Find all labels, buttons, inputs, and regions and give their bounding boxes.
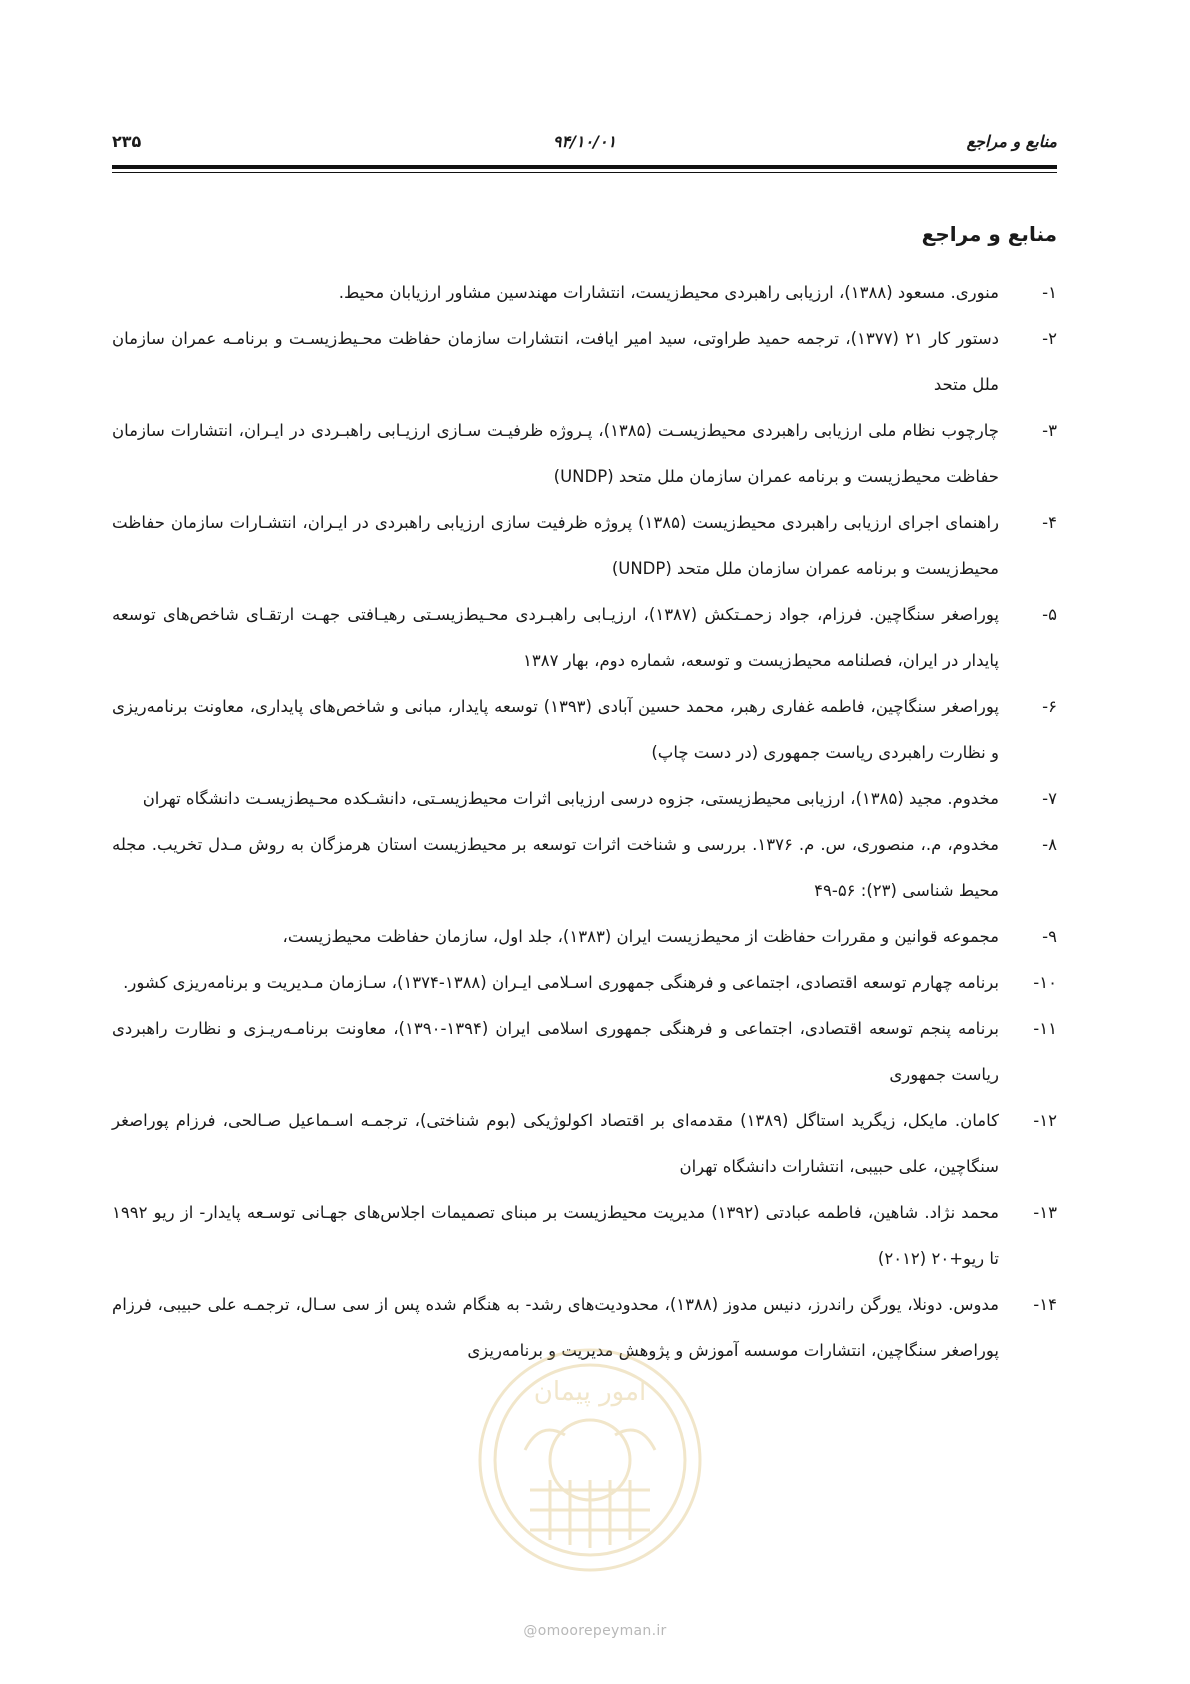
reference-number: ۱۴- <box>1033 1295 1057 1314</box>
reference-item <box>112 316 1057 408</box>
watermark-url-text: omoorepeyman.ir <box>537 1623 667 1639</box>
reference-item <box>112 822 1057 914</box>
reference-text: چارچوب نظام ملی ارزیابی راهبردی محیط‌زیسـت (۱۳۸۵)، پـروژه ظرفیـت سـازی ارزیـابی راهبـردی در ایـران، انتشارات سازمان حفاظت محیط‌زیست و برنامه عمران سازمان ملل متحد (UNDP) <box>112 421 1000 486</box>
reference-number: ۶- <box>1042 697 1057 716</box>
reference-text: کامان. مایکل، زیگرید استاگل (۱۳۸۹) مقدمه‌ای بر اقتصاد اکولوژیکی (بوم شناختی)، ترجمـه اسـماعیل صـالحی، فرزام پوراصغر سنگاچین، علی حبیبی، انتشارات دانشگاه تهران <box>112 1111 999 1176</box>
reference-list <box>112 270 1057 1374</box>
reference-item <box>112 684 1057 776</box>
reference-text: پوراصغر سنگاچین. فرزام، جواد زحمـتکش (۱۳۸۷)، ارزیـابی راهبـردی محـیط‌زیسـتی رهیـافتی جهـت ارتقـای شاخص‌های توسعه پایدار در ایران، فصلنامه محیط‌زیست و توسعه، شماره دوم، بهار ۱۳۸۷ <box>112 605 999 670</box>
reference-item <box>112 1006 1057 1098</box>
reference-number: ۹- <box>1042 927 1057 946</box>
reference-number: ۱- <box>1042 283 1057 302</box>
header-date: ۹۴/۱۰/۰۱ <box>552 132 617 151</box>
reference-text: مخدوم. مجید (۱۳۸۵)، ارزیابی محیط‌زیستی، جزوه درسی ارزیابی اثرات محیط‌زیسـتی، دانشـکده محـیط‌زیسـت دانشگاه تهران <box>142 789 999 808</box>
reference-text: محمد نژاد. شاهین، فاطمه عبادتی (۱۳۹۲) مدیریت محیط‌زیست بر مبنای تصمیمات اجلاس‌های جهـانی توسـعه پایدار- از ریو ۱۹۹۲ تا ریو+۲۰ (۲۰۱۲) <box>112 1203 999 1268</box>
reference-number: ۸- <box>1042 835 1057 854</box>
reference-number: ۷- <box>1042 789 1057 808</box>
reference-number: ۳- <box>1042 421 1057 440</box>
page-header <box>112 132 1057 162</box>
reference-item <box>112 914 1057 960</box>
reference-number: ۲- <box>1042 329 1057 348</box>
reference-number: ۱۳- <box>1033 1203 1057 1222</box>
watermark-url: @omoorepeyman.ir <box>523 1623 667 1639</box>
header-rule-thick <box>112 165 1057 169</box>
reference-text: دستور کار ۲۱ (۱۳۷۷)، ترجمه حمید طراوتی، سید امیر ایافت، انتشارات سازمان حفاظت محـیط‌زیسـت و برنامـه عمران سازمان ملل متحد <box>112 329 999 394</box>
section-title: منابع و مراجع <box>921 222 1057 246</box>
reference-item <box>112 960 1057 1006</box>
watermark-logo <box>470 1340 710 1580</box>
reference-text: برنامه چهارم توسعه اقتصادی، اجتماعی و فرهنگی جمهوری اسـلامی ایـران (۱۳۸۸-۱۳۷۴)، سـازمان مـدیریت و برنامه‌ریزی کشور. <box>123 973 999 992</box>
reference-item <box>112 592 1057 684</box>
reference-number: ۱۰- <box>1033 973 1057 992</box>
reference-item <box>112 1190 1057 1282</box>
reference-item <box>112 1098 1057 1190</box>
reference-item <box>112 408 1057 500</box>
reference-item <box>112 270 1057 316</box>
reference-text: مدوس. دونلا، یورگن راندرز، دنیس مدوز (۱۳۸۸)، محدودیت‌های رشد- به هنگام شده پس از سی سـال، ترجمـه علی حبیبی، فرزام پوراصغر سنگاچین، انتشارات موسسه آموزش و پژوهش مدیریت و برنامه‌ریزی <box>112 1295 999 1360</box>
running-title: منابع و مراجع <box>966 132 1057 151</box>
reference-text: مجموعه قوانین و مقررات حفاظت از محیط‌زیست ایران (۱۳۸۳)، جلد اول، سازمان حفاظت محیط‌زیست، <box>282 927 999 946</box>
reference-text: برنامه پنجم توسعه اقتصادی، اجتماعی و فرهنگی جمهوری اسلامی ایران (۱۳۹۴-۱۳۹۰)، معاونت برنامـه‌ریـزی و نظارت راهبردی ریاست جمهوری <box>112 1019 999 1084</box>
reference-number: ۱۲- <box>1033 1111 1057 1130</box>
reference-item <box>112 500 1057 592</box>
header-rule-thin <box>112 172 1057 173</box>
page-number: ۲۳۵ <box>112 132 142 151</box>
reference-text: منوری. مسعود (۱۳۸۸)، ارزیابی راهبردی محیط‌زیست، انتشارات مهندسین مشاور ارزیابان محیط. <box>338 283 999 302</box>
reference-number: ۴- <box>1042 513 1057 532</box>
reference-item <box>112 1282 1057 1374</box>
reference-text: پوراصغر سنگاچین، فاطمه غفاری رهبر، محمد حسین آبادی (۱۳۹۳) توسعه پایدار، مبانی و شاخص‌های پایداری، معاونت برنامه‌ریزی و نظارت راهبردی ریاست جمهوری (در دست چاپ) <box>112 697 999 762</box>
reference-number: ۱۱- <box>1033 1019 1057 1038</box>
reference-text: راهنمای اجرای ارزیابی راهبردی محیط‌زیست (۱۳۸۵) پروژه ظرفیت سازی ارزیابی راهبردی در ایـران، انتشـارات سازمان حفاظت محیط‌زیست و برنامه عمران سازمان ملل متحد (UNDP) <box>112 513 999 578</box>
reference-item <box>112 776 1057 822</box>
reference-text: مخدوم، م.، منصوری، س. م. ۱۳۷۶. بررسی و شناخت اثرات توسعه بر محیط‌زیست استان هرمزگان به روش مـدل تخریب. مجله محیط شناسی (۲۳): ۵۶-۴۹ <box>112 835 999 900</box>
reference-number: ۵- <box>1042 605 1057 624</box>
watermark-logo-text: امور پیمان <box>533 1377 647 1407</box>
